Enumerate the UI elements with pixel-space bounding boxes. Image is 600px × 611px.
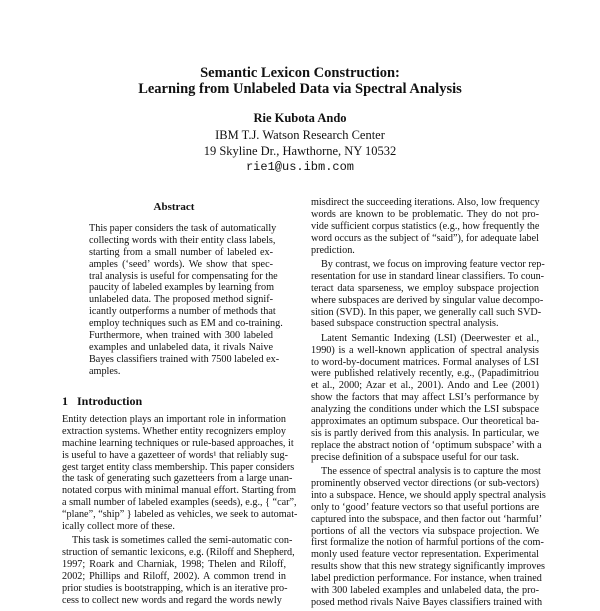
text-line: 2002; Phillips and Riloff, 2002). A common trend in	[62, 571, 286, 583]
paragraph	[62, 414, 298, 533]
text-line: resentation for use in standard linear classifiers. To coun-	[311, 270, 545, 282]
paragraph	[311, 258, 545, 330]
text-line: captured into the subspace, and then factor out ‘harmful’	[311, 513, 543, 525]
text-line: approximates an optimum subspace. Our theoretical ba-	[311, 416, 539, 428]
text-line: extraction systems. Whether entity recognizers employ	[62, 425, 286, 437]
text-line: to word-by-document matrices. Formal analyses of LSI	[311, 356, 539, 368]
text-line: amples (‘seed’ words). We show that spec-	[89, 258, 273, 270]
text-line: Furthermore, when trained with 300 labeled	[89, 330, 273, 342]
text-line: were published relatively recently, e.g., (Papadimitriou	[311, 368, 539, 380]
author-name: Rie Kubota Ando	[253, 111, 347, 125]
section-heading-introduction: 1 Introduction	[62, 394, 143, 408]
text-line: prominently observed vector directions (or sub-vectors)	[311, 477, 539, 489]
paragraph	[311, 466, 546, 609]
text-line: ically collect more of these.	[62, 521, 175, 533]
text-line: prediction.	[311, 244, 355, 256]
text-line: prior studies is bootstrapping, which is an iterative pro-	[62, 582, 288, 594]
text-line: where subspaces are derived by singular value decompo-	[311, 294, 544, 306]
text-line: words are known to be problematic. They do not pro-	[311, 208, 539, 220]
text-line: cess to collect new words and regard the words newly	[62, 594, 282, 606]
text-line: word occurs as the subject of “said”), for adequate label	[311, 232, 539, 244]
paragraph	[62, 535, 295, 606]
paragraph	[311, 197, 539, 256]
text-line: portions of all the vectors via subspace projection. We	[311, 525, 539, 537]
text-line: amples.	[89, 365, 121, 377]
text-line: et al., 2000; Azar et al., 2001). Ando and Lee (2001)	[311, 380, 539, 392]
text-line: show the factors that may affect LSI’s performance by	[311, 392, 539, 404]
text-line: Entity detection plays an important role in information	[62, 414, 286, 425]
text-line: Latent Semantic Indexing (LSI) (Deerwester et al.,	[321, 332, 539, 344]
abstract-body	[89, 223, 283, 380]
paragraph	[89, 223, 283, 378]
text-line: employ techniques such as EM and co-training.	[89, 318, 283, 330]
text-line: results show that this new strategy significantly improves	[311, 561, 545, 573]
text-line: teract data sparseness, we employ subspace projection	[311, 282, 539, 294]
paper-title-line-2: Learning from Unlabeled Data via Spectral Analysis	[138, 81, 462, 97]
text-line: only to ‘good’ feature vectors so that useful portions are	[311, 501, 540, 513]
text-line: examples and unlabeled data, it rivals Naive	[89, 341, 273, 353]
right-column-body	[311, 197, 546, 611]
text-line: based subspace construction spectral analysis.	[311, 318, 499, 330]
text-line: icantly outperforms a number of methods that	[89, 306, 276, 318]
text-line: paucity of labeled examples by learning from	[89, 282, 275, 294]
paragraph	[311, 332, 542, 464]
text-line: misdirect the succeeding iterations. Also, low frequency	[311, 197, 540, 208]
text-line: monly used feature vector representation. Experimental	[311, 549, 539, 561]
text-line: precise definition of a subspace useful for our task.	[311, 451, 519, 463]
text-line: the task of generating such gazetteers from a large unan-	[62, 473, 293, 485]
text-line: machine learning techniques or rule-based approaches, it	[62, 437, 294, 449]
text-line: collecting words with their entity class labels,	[89, 234, 276, 246]
text-line: Bayes classifiers trained with 7500 labeled ex-	[89, 353, 280, 365]
text-line: replace the abstract notion of ‘optimum subspace’ with a	[311, 439, 542, 451]
text-line: vide sufficient corpus statistics (e.g., how frequently the	[311, 220, 540, 232]
abstract-heading	[62, 202, 286, 214]
address: 19 Skyline Dr., Hawthorne, NY 10532	[203, 144, 397, 158]
text-line: into a subspace. Hence, we should apply spectral analysis	[311, 489, 546, 501]
text-line: a small number of labeled examples (seeds), e.g., { “car”,	[62, 497, 297, 509]
email: rie1@us.ibm.com	[245, 160, 355, 174]
text-line: is useful to have a gazetteer of words¹ that reliably sug-	[62, 449, 288, 461]
affiliation: IBM T.J. Watson Research Center	[215, 128, 385, 142]
text-line: starting from a small number of labeled ex-	[89, 246, 273, 258]
text-line: sition (SVD). In this paper, we generally call such SVD-	[311, 306, 542, 318]
text-line: with 300 labeled examples and unlabeled data, the pro-	[311, 585, 539, 596]
text-line: sis is partly derived from this analysis. In particular, we	[311, 427, 539, 439]
text-line: 1990) is a well-known application of spectral analysis	[311, 344, 539, 356]
text-line: unlabeled data. The proposed method signif-	[89, 294, 273, 306]
text-line: first formalize the notion of harmful portions of the com-	[311, 537, 544, 549]
text-line: This task is sometimes called the semi-automatic con-	[72, 535, 293, 547]
text-line: tral analysis is useful for compensating for the	[89, 270, 278, 282]
text-line: label prediction performance. For instance, when trained	[311, 573, 542, 585]
paper-title-line-1: Semantic Lexicon Construction:	[200, 65, 400, 81]
text-line: “plane”, “ship” } labeled as vehicles, we seek to automat-	[62, 509, 298, 521]
text-line: struction of semantic lexicons, e.g. (Riloff and Shepherd,	[62, 547, 295, 559]
text-line: gest target entity class membership. This paper considers	[62, 461, 295, 473]
left-column-body	[62, 414, 298, 609]
text-line: analyzing the conditions under which the LSI subspace	[311, 404, 539, 416]
text-line: The essence of spectral analysis is to capture the most	[321, 466, 541, 478]
text-line: posed method rivals Naive Bayes classifiers trained with	[311, 596, 543, 608]
text-line: By contrast, we focus on improving feature vector rep-	[321, 258, 545, 270]
text-line: This paper considers the task of automatically	[89, 223, 277, 234]
abstract-heading-text: Abstract	[153, 201, 195, 213]
text-line: notated corpus with minimal manual effort. Starting from	[62, 485, 297, 497]
text-line: 1997; Roark and Charniak, 1998; Thelen and Riloff,	[62, 559, 286, 571]
